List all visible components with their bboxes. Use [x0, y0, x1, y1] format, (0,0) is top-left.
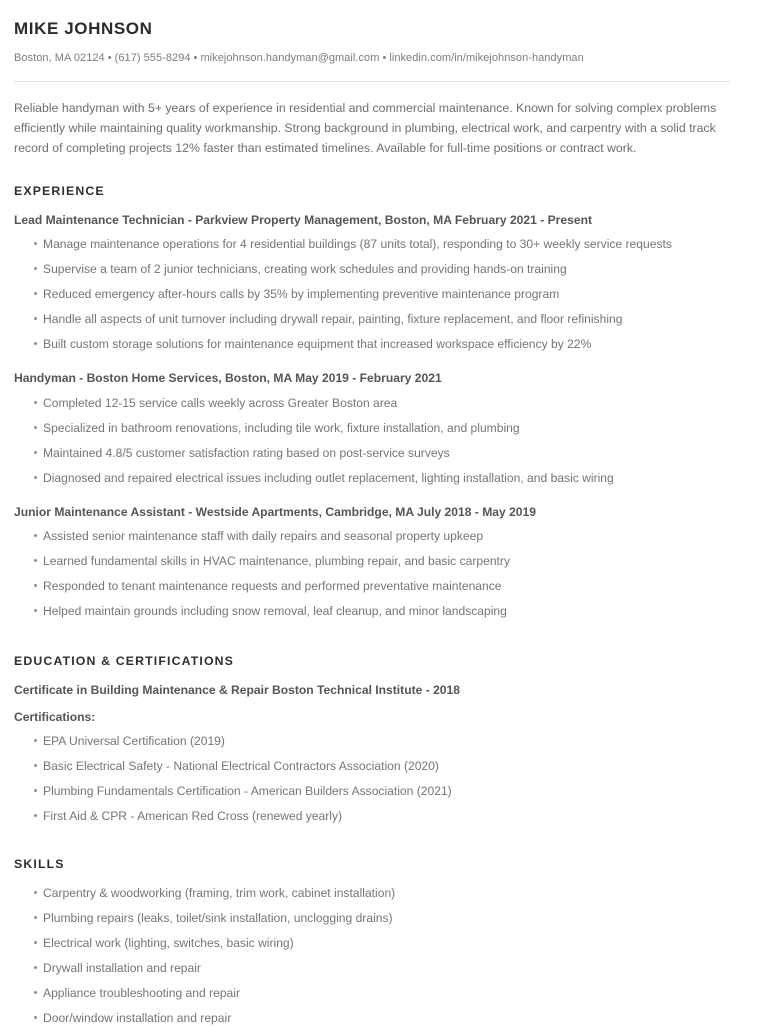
contact-separator: •: [107, 52, 112, 65]
certification-item: EPA Universal Certification (2019): [14, 733, 738, 749]
skill-item: Drywall installation and repair: [14, 960, 738, 976]
experience-bullet-item: Maintained 4.8/5 customer satisfaction rating based on post-service surveys: [14, 445, 738, 461]
experience-bullet-item: Completed 12-15 service calls weekly across Greater Boston area: [14, 395, 738, 411]
experience-entry-heading: Handyman - Boston Home Services, Boston, MA May 2019 - February 2021: [14, 371, 442, 386]
header-divider: [14, 81, 730, 82]
certification-item: Plumbing Fundamentals Certification - American Builders Association (2021): [14, 783, 738, 799]
experience-entry-heading: Junior Maintenance Assistant - Westside Apartments, Cambridge, MA July 2018 - May 2019: [14, 504, 536, 519]
section-skills: [14, 857, 738, 1026]
experience-bullet-item: Learned fundamental skills in HVAC maintenance, plumbing repair, and basic carpentry: [14, 553, 738, 569]
skill-item: Carpentry & woodworking (framing, trim work, cabinet installation): [14, 885, 738, 901]
experience-entry: [14, 370, 738, 486]
certifications-list: [14, 733, 738, 824]
experience-entry-heading: Lead Maintenance Technician - Parkview Property Management, Boston, MA February 2021 - Present: [14, 212, 592, 227]
experience-bullet-item: Helped maintain grounds including snow removal, leaf cleanup, and minor landscaping: [14, 603, 738, 619]
section-education: [14, 654, 738, 824]
candidate-name: MIKE JOHNSON: [14, 19, 153, 38]
section-title-education: EDUCATION & CERTIFICATIONS: [14, 654, 235, 669]
experience-bullet-item: Handle all aspects of unit turnover including drywall repair, painting, fixture replacement, and floor refinishing: [14, 311, 738, 327]
certification-item: Basic Electrical Safety - National Electrical Contractors Association (2020): [14, 758, 738, 774]
section-experience: [14, 184, 738, 620]
skill-item: Plumbing repairs (leaks, toilet/sink installation, unclogging drains): [14, 910, 738, 926]
skill-item: Electrical work (lighting, switches, basic wiring): [14, 935, 738, 951]
contact-line: [14, 51, 738, 66]
experience-bullet-item: Assisted senior maintenance staff with daily repairs and seasonal property upkeep: [14, 528, 738, 544]
contact-phone: (617) 555-8294: [114, 52, 191, 65]
experience-bullet-item: Reduced emergency after-hours calls by 35% by implementing preventive maintenance program: [14, 286, 738, 302]
experience-bullet-list: [14, 236, 738, 352]
experience-bullet-item: Supervise a team of 2 junior technicians, creating work schedules and providing hands-on training: [14, 261, 738, 277]
section-title-skills: SKILLS: [14, 857, 65, 872]
contact-email[interactable]: mikejohnson.handyman@gmail.com: [200, 52, 380, 65]
contact-linkedin[interactable]: linkedin.com/in/mikejohnson-handyman: [389, 52, 584, 65]
contact-location: Boston, MA 02124: [14, 52, 105, 65]
experience-entry: [14, 504, 738, 620]
experience-bullet-item: Diagnosed and repaired electrical issues including outlet replacement, lighting installation, and basic wiring: [14, 470, 738, 486]
skills-list: [14, 885, 738, 1026]
experience-entry: [14, 212, 738, 353]
skill-item: Door/window installation and repair: [14, 1010, 738, 1026]
experience-bullet-item: Responded to tenant maintenance requests and performed preventative maintenance: [14, 578, 738, 594]
resume-header: [14, 19, 738, 82]
experience-bullet-item: Specialized in bathroom renovations, including tile work, fixture installation, and plumbing: [14, 420, 738, 436]
contact-separator: •: [193, 52, 198, 65]
professional-summary: Reliable handyman with 5+ years of experience in residential and commercial maintenance. Known for solving complex problems efficiently while maintaining quality workmanship. Strong background in plumbing, electrical work, and carpentry with a solid track record of completing projects 12% faster than estimated timelines. Available for full-time positions or contract work.: [14, 100, 717, 155]
section-title-experience: EXPERIENCE: [14, 183, 105, 198]
skill-item: Appliance troubleshooting and repair: [14, 985, 738, 1001]
experience-bullet-item: Built custom storage solutions for maintenance equipment that increased workspace efficiency by 22%: [14, 336, 738, 352]
experience-bullet-item: Manage maintenance operations for 4 residential buildings (87 units total), responding to 30+ weekly service requests: [14, 236, 738, 252]
education-degree: Certificate in Building Maintenance & Repair Boston Technical Institute - 2018: [14, 683, 460, 698]
experience-bullet-list: [14, 395, 738, 486]
experience-bullet-list: [14, 528, 738, 619]
certifications-label: Certifications:: [14, 709, 96, 724]
experience-entries: [14, 212, 738, 620]
certification-item: First Aid & CPR - American Red Cross (renewed yearly): [14, 808, 738, 824]
contact-separator: •: [382, 52, 387, 65]
